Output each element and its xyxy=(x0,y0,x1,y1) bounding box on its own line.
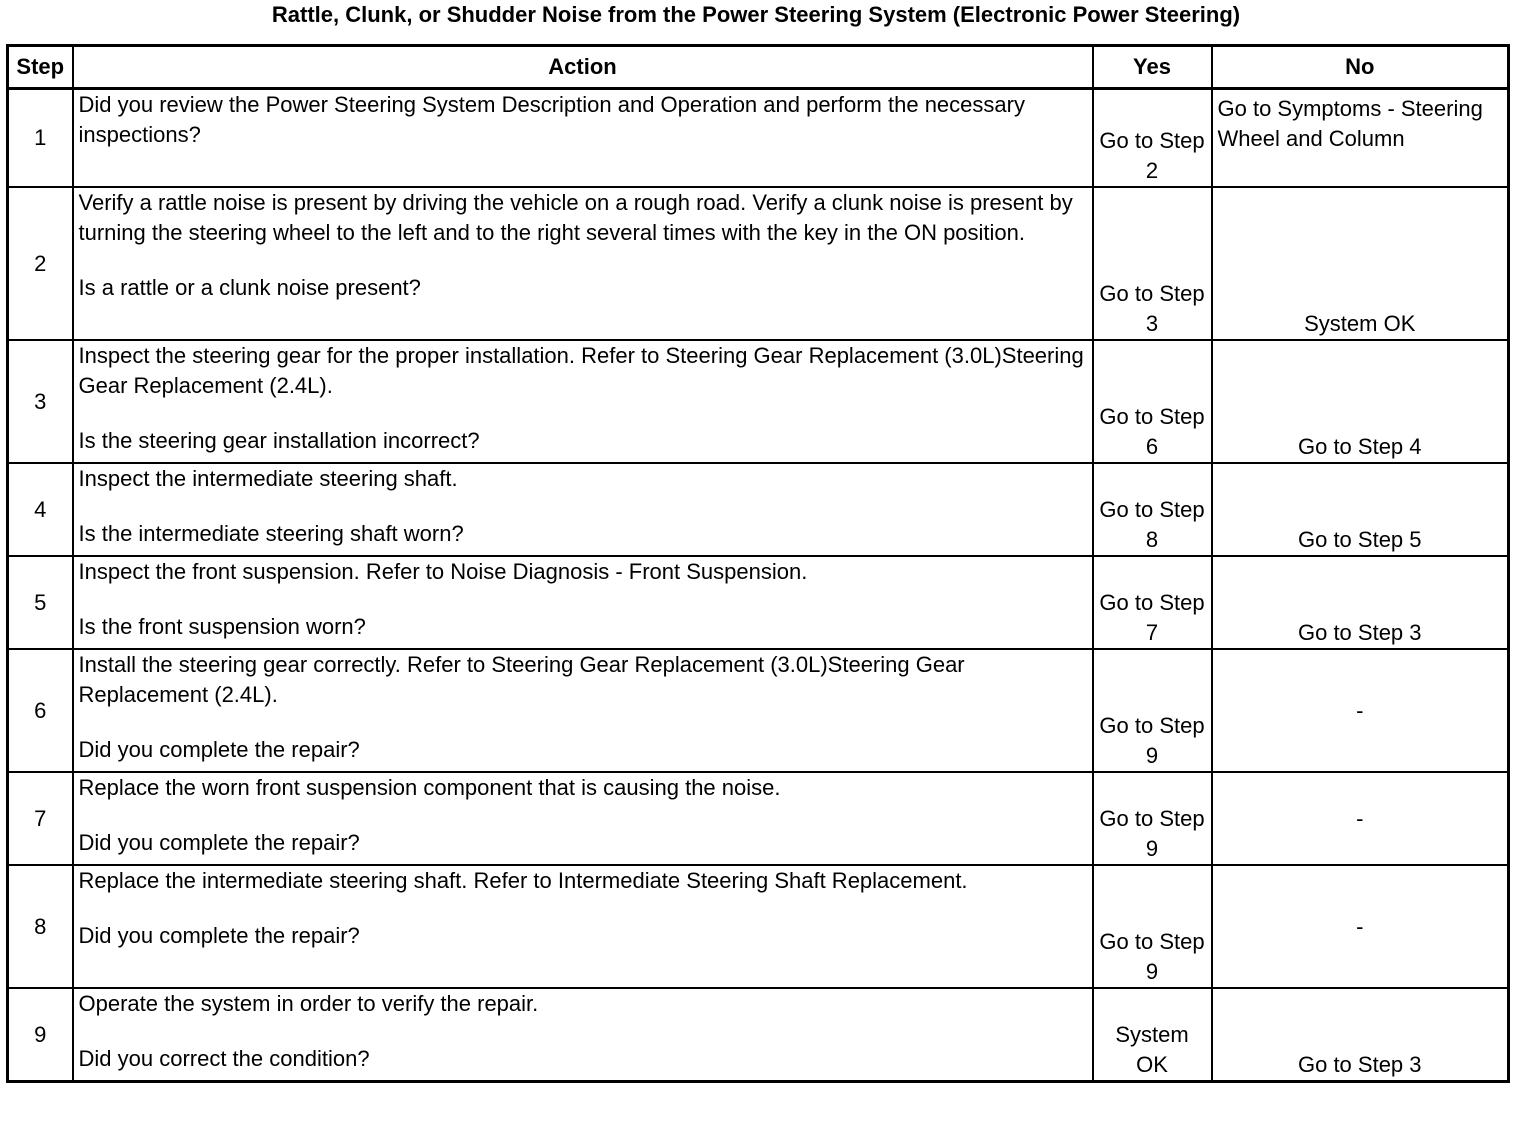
step-number: 5 xyxy=(8,556,73,649)
no-cell: Go to Symptoms - Steering Wheel and Column xyxy=(1212,89,1509,188)
no-cell: Go to Step 3 xyxy=(1212,556,1509,649)
action-text: Install the steering gear correctly. Refer to Steering Gear Replacement (3.0L)Steering Gear Replacement (2.4L). xyxy=(78,652,965,707)
no-cell: - xyxy=(1212,865,1509,988)
table-row xyxy=(8,556,1509,649)
action-cell xyxy=(73,340,1093,463)
no-cell: Go to Step 4 xyxy=(1212,340,1509,463)
action-text: Replace the intermediate steering shaft. Refer to Intermediate Steering Shaft Replacement. xyxy=(78,868,968,893)
action-question: Did you correct the condition? xyxy=(78,1046,370,1071)
action-cell xyxy=(73,988,1093,1082)
action-cell xyxy=(73,556,1093,649)
action-cell xyxy=(73,865,1093,988)
no-cell: - xyxy=(1212,649,1509,772)
header-action: Action xyxy=(73,46,1093,89)
table-row xyxy=(8,187,1509,340)
action-cell xyxy=(73,772,1093,865)
table-row xyxy=(8,865,1509,988)
action-text: Inspect the front suspension. Refer to Noise Diagnosis - Front Suspension. xyxy=(78,559,808,584)
table-row xyxy=(8,463,1509,556)
header-no: No xyxy=(1212,46,1509,89)
action-question: Did you complete the repair? xyxy=(78,923,360,948)
no-cell: Go to Step 3 xyxy=(1212,988,1509,1082)
step-number: 7 xyxy=(8,772,73,865)
yes-cell: Go to Step 9 xyxy=(1093,772,1212,865)
action-text: Replace the worn front suspension component that is causing the noise. xyxy=(78,775,781,800)
action-question: Is the front suspension worn? xyxy=(78,614,366,639)
header-yes: Yes xyxy=(1093,46,1212,89)
yes-cell: Go to Step 7 xyxy=(1093,556,1212,649)
action-cell xyxy=(73,463,1093,556)
action-question: Did you complete the repair? xyxy=(78,737,360,762)
page-title: Rattle, Clunk, or Shudder Noise from the Power Steering System (Electronic Power Steering) xyxy=(271,2,1241,27)
header-row xyxy=(8,46,1509,89)
action-question: Did you complete the repair? xyxy=(78,830,360,855)
yes-cell: Go to Step 8 xyxy=(1093,463,1212,556)
yes-cell: Go to Step 9 xyxy=(1093,865,1212,988)
action-cell xyxy=(73,649,1093,772)
action-question: Is a rattle or a clunk noise present? xyxy=(78,275,421,300)
action-cell xyxy=(73,187,1093,340)
step-number: 9 xyxy=(8,988,73,1082)
table-row xyxy=(8,649,1509,772)
action-text: Operate the system in order to verify the repair. xyxy=(78,991,539,1016)
table-row xyxy=(8,340,1509,463)
step-number: 4 xyxy=(8,463,73,556)
step-number: 3 xyxy=(8,340,73,463)
diagnostic-table xyxy=(6,44,1510,1083)
yes-cell: Go to Step 6 xyxy=(1093,340,1212,463)
action-cell xyxy=(73,89,1093,188)
action-text: Did you review the Power Steering System Description and Operation and perform the necessary inspections? xyxy=(78,92,1025,147)
step-number: 6 xyxy=(8,649,73,772)
yes-cell: Go to Step 9 xyxy=(1093,649,1212,772)
step-number: 8 xyxy=(8,865,73,988)
action-question: Is the steering gear installation incorrect? xyxy=(78,428,480,453)
action-text: Inspect the steering gear for the proper installation. Refer to Steering Gear Replacement (3.0L)Steering Gear Replacement (2.4L). xyxy=(78,343,1084,398)
yes-cell: Go to Step 2 xyxy=(1093,89,1212,188)
no-cell: Go to Step 5 xyxy=(1212,463,1509,556)
action-text: Verify a rattle noise is present by driving the vehicle on a rough road. Verify a clunk noise is present by turning the steering wheel to the left and to the right several times with the key in the ON position. xyxy=(78,190,1073,245)
table-row xyxy=(8,89,1509,188)
step-number: 2 xyxy=(8,187,73,340)
table-row xyxy=(8,988,1509,1082)
table-row xyxy=(8,772,1509,865)
action-text: Inspect the intermediate steering shaft. xyxy=(78,466,458,491)
yes-cell: System OK xyxy=(1093,988,1212,1082)
yes-cell: Go to Step 3 xyxy=(1093,187,1212,340)
action-question: Is the intermediate steering shaft worn? xyxy=(78,521,464,546)
step-number: 1 xyxy=(8,89,73,188)
no-cell: - xyxy=(1212,772,1509,865)
header-step: Step xyxy=(8,46,73,89)
no-cell: System OK xyxy=(1212,187,1509,340)
